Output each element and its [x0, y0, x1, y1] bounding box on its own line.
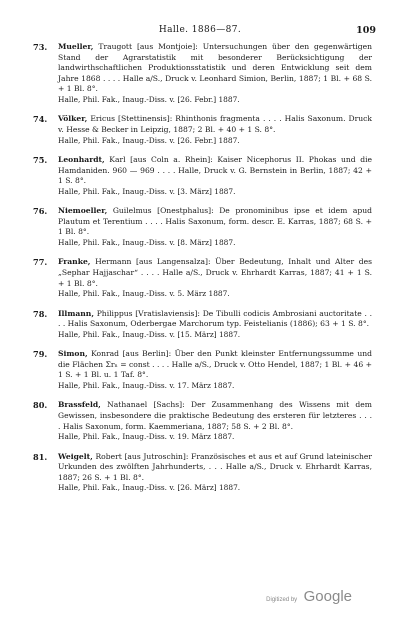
entry-body — [58, 400, 372, 442]
entry-text: Konrad [aus Berlin]: Über den Punkt kleinster Entfernungssumme und die Flächen Σrₙ = const . . . . Halle a/S., Druck v. Otto Hendel, 1887; 1 Bl. + 46 + 1 S. + 1 Bl. u. 1 Taf. 8°. — [58, 349, 372, 380]
entry-number: 81. — [33, 451, 48, 462]
running-head — [0, 25, 400, 37]
bibliography-list — [33, 42, 373, 503]
entry-imprint: Halle, Phil. Fak., Inaug.-Diss. v. 17. März 1887. — [58, 380, 235, 390]
list-item — [33, 154, 372, 197]
entry-number: 74. — [33, 114, 48, 125]
list-item — [33, 114, 372, 146]
list-item — [33, 257, 372, 299]
entry-imprint: Halle, Phil. Fak., Inaug.-Diss. v. [3. März] 1887. — [58, 186, 236, 196]
running-title: Halle. 1886—87. — [158, 25, 242, 35]
entry-body — [58, 155, 372, 197]
list-item — [33, 308, 372, 341]
entry-body — [58, 452, 372, 494]
entry-author: Illmann, — [58, 308, 94, 318]
entry-imprint: Halle, Phil. Fak., Inaug.-Diss. v. [26. März] 1887. — [58, 483, 241, 493]
entry-imprint: Halle, Phil. Fak., Inaug.-Diss. v. 5. März 1887. — [58, 289, 230, 299]
entry-author: Niemoeller, — [58, 206, 108, 216]
entry-author: Franke, — [58, 257, 91, 267]
entry-number: 77. — [33, 257, 48, 268]
entry-author: Leonhardt, — [58, 154, 105, 164]
entry-author: Brassfeld, — [58, 400, 101, 410]
entry-text: Ericus [Stettinensis]: Rhinthonis fragmenta . . . . Halis Saxonum. Druck v. Hesse & Becker in Leipzig, 1887; 2 Bl. + 40 + 1 S. 8°. — [58, 114, 372, 134]
entry-body — [58, 349, 372, 391]
entry-number: 75. — [33, 154, 48, 165]
entry-number: 73. — [33, 42, 48, 52]
entry-imprint: Halle, Phil. Fak., Inaug.-Diss. v. [26. Febr.] 1887. — [58, 135, 240, 145]
page-number: 109 — [356, 25, 376, 36]
entry-body — [58, 257, 372, 299]
entry-text: Hermann [aus Langensalza]: Über Bedeutung, Inhalt und Alter des „Sephar Hajjaschar“ . . . . Halle a/S., Druck v. Ehrhardt Karras, 1887; 41 + 1 S. + 1 Bl. 8°. — [58, 257, 372, 288]
entry-text: Karl [aus Coln a. Rhein]: Kaiser Nicephorus II. Phokas und die Hamdaniden. 960 — 969 . . . . Halle, Druck v. G. Bernstein in Berlin, 1887; 42 + 1 S. 8°. — [58, 154, 372, 186]
list-item — [33, 206, 373, 248]
entry-body — [58, 114, 372, 146]
entry-number: 76. — [33, 206, 48, 217]
google-watermark — [266, 588, 352, 606]
entry-text: Guilelmus [Onestphalus]: De pronominibus ipse et idem apud Plautum et Terentium . . . . Halis Saxonum, form. descr. E. Karras, 1887; 68 S. + 1 Bl. 8°. — [58, 206, 373, 237]
entry-body — [58, 309, 372, 341]
entry-number: 78. — [33, 308, 48, 319]
entry-text: Robert [aus Jutroschin]: Französisches et aus et auf Grund lateinischer Urkunden des zwölften Jahrhunderts, . . . Halle a/S., Druck v. Ehrhardt Karras, 1887; 26 S. + 1 Bl. 8°. — [58, 451, 372, 482]
list-item — [33, 349, 372, 391]
entry-imprint: Halle, Phil. Fak., Inaug.-Diss. v. [8. März] 1887. — [58, 237, 236, 247]
entry-text: Philippus [Vratislaviensis]: De Tibulli codicis Ambrosiani auctoritate . . . . Halis Saxonum, Oderbergae Marchorum typ. Feistelianis (1886); 63 + 1 S. 8°. — [58, 308, 372, 329]
entry-number: 79. — [33, 349, 48, 360]
entry-text: Nathanael [Sachs]: Der Zusammenhang des Wissens mit dem Gewissen, insbesondere die praktische Bedeutung des ersteren für letzteres . . . . Halis Saxonum, form. Kaemmeriana, 1887; 58 S. + 2 Bl. 8°. — [58, 400, 372, 431]
list-item — [33, 451, 372, 494]
google-logo: Google — [303, 588, 352, 605]
entry-author: Weigelt, — [58, 451, 93, 461]
entry-body — [58, 42, 372, 105]
entry-imprint: Halle, Phil. Fak., Inaug.-Diss. v. [26. Febr.] 1887. — [58, 94, 240, 104]
list-item — [33, 400, 372, 442]
entry-imprint: Halle, Phil. Fak., Inaug.-Diss. v. 19. März 1887. — [58, 432, 235, 442]
watermark-prefix: Digitized by — [266, 597, 298, 603]
entry-number: 80. — [33, 400, 48, 411]
entry-imprint: Halle, Phil. Fak., Inaug.-Diss. v. [15. März] 1887. — [58, 329, 241, 339]
entry-author: Simon, — [58, 349, 88, 359]
entry-body — [58, 206, 372, 248]
list-item — [33, 42, 372, 105]
entry-text: Traugott [aus Montjoie]: Untersuchungen über den gegenwärtigen Stand der Agrarstatistik mit besonderer Berücksichtigung der landwirthschaftlichen Produktionsstatistik und deren Entwicklung seit dem Jahre 1868 . . . . Halle a/S., Druck v. Leonhard Simion, Berlin, 1887; 1 Bl. + 68 S. + 1 Bl. 8°. — [58, 42, 372, 94]
entry-author: Völker, — [58, 114, 88, 124]
entry-author: Mueller, — [58, 42, 94, 51]
